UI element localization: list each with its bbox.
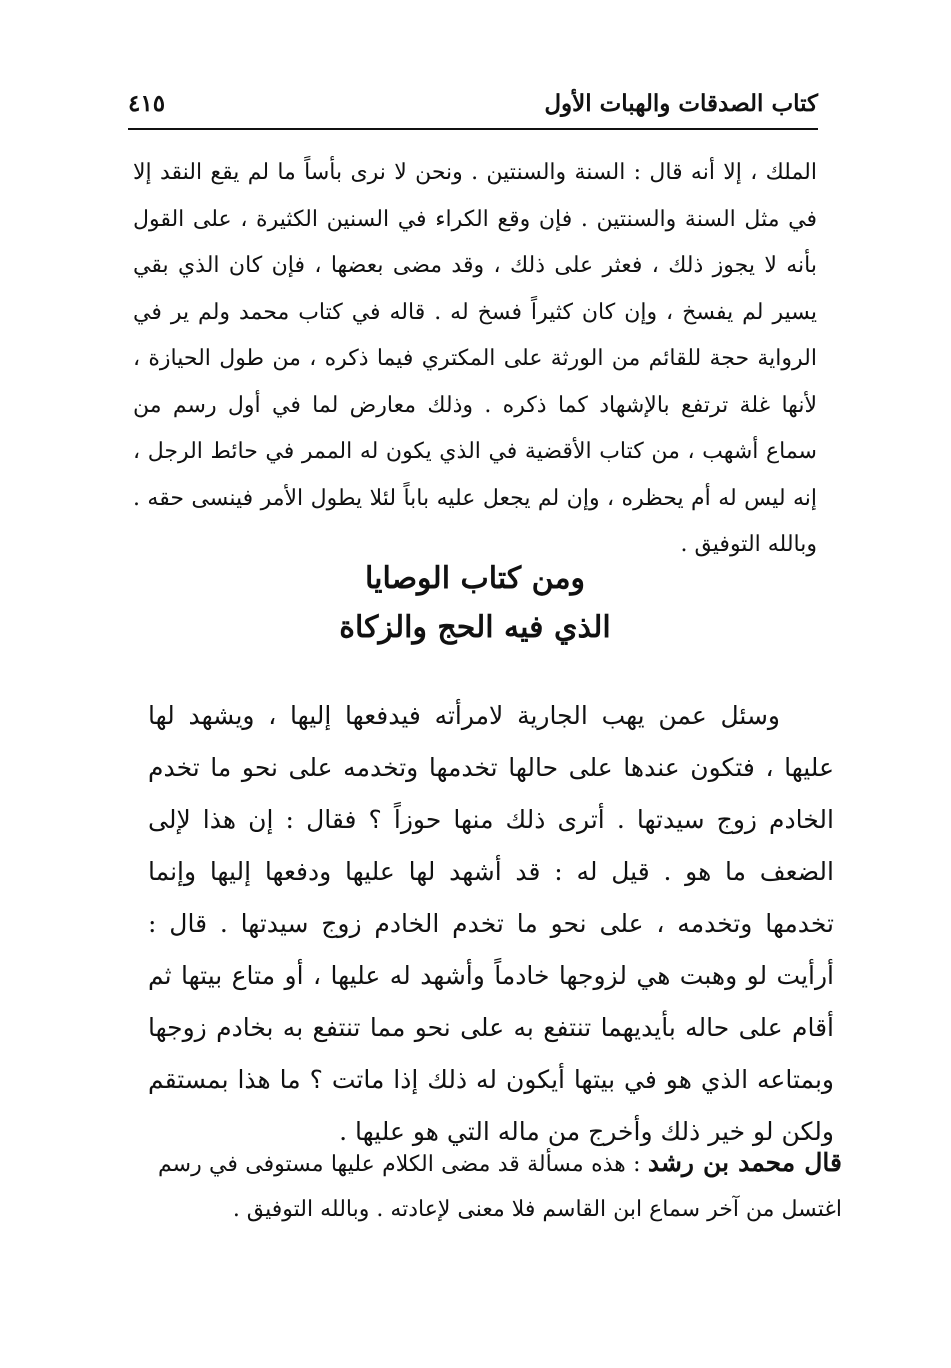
section-heading-line-2: الذي فيه الحج والزكاة (339, 610, 611, 645)
section-heading-line-1: ومن كتاب الوصايا (364, 561, 586, 596)
question-text: وسئل عمن يهب الجارية لامرأته فيدفعها إليها ، ويشهد لها عليها ، فتكون عندها على حالها تخدمها وتخدمه على نحو ما تخدم الخادم زوج سيدتها . أترى ذلك منها حوزاً ؟ فقال : إن هذا لإلى الضعف ما هو . قيل له : قد أشهد لها عليها ودفعها إليها وإنما تخدمها وتخدمه ، على نحو ما تخدم الخادم زوج سيدتها . قال : أرأيت لو وهبت هي لزوجها خادماً وأشهد له عليها ، أو متاع بيتها ثم أقام على حاله بأيديهما تنتفع به على نحو مما تنتفع به بخادم زوجها وبمتاعه الذي هو في بيتها أيكون له ذلك إذا ماتت ؟ ما هذا بمستقم ولكن لو خير ذلك وأخرج من ماله التي هو عليها . (148, 701, 834, 1146)
page-number: ٤١٥ (128, 90, 166, 117)
commentary-lead: قال محمد بن رشد (647, 1148, 842, 1177)
paragraph-continuation: الملك ، إلا أنه قال : السنة والسنتين . ونحن لا نرى بأساً ما لم يقع النقد إلا في مثل السنة والسنتين . فإن وقع الكراء في السنين الكثيرة ، على القول بأنه لا يجوز ذلك ، فعثر على ذلك ، وقد مضى بعضها ، فإن كان الذي بقي يسير لم يفسخ ، وإن كان كثيراً فسخ له . قاله في كتاب محمد ولم ير في الرواية حجة للقائم من الورثة على المكتري فيما ذكره ، من طول الحيازة ، لأنها غلة ترتفع بالإشهاد كما ذكره . وذلك معارض لما في أول رسم من سماع أشهب ، من كتاب الأقضية في الذي يكون له الممر في حائط الرجل ، إنه ليس له أم يحظره ، وإن لم يجعل عليه باباً لئلا يطول الأمر فينسى حقه . وبالله التوفيق . (133, 160, 817, 557)
running-title: كتاب الصدقات والهبات الأول (544, 90, 818, 117)
commentary-paragraph (158, 1140, 842, 1232)
commentary-text: : هذه مسألة قد مضى الكلام عليها مستوفى في رسم اغتسل من آخر سماع ابن القاسم فلا معنى لإعادته . وبالله التوفيق . (158, 1152, 842, 1222)
page-header (128, 88, 818, 130)
question-paragraph (148, 690, 834, 1158)
